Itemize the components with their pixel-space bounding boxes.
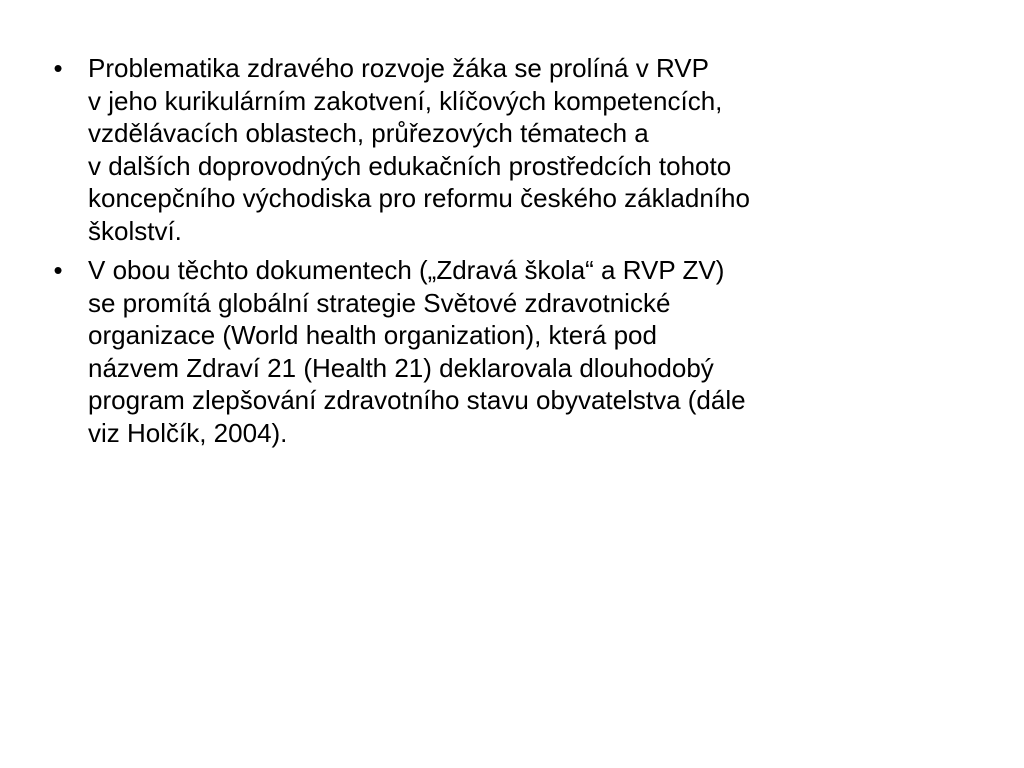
bullet-line: se promítá globální strategie Světové zdravotnické	[88, 287, 671, 318]
bullet-marker: •	[53, 255, 63, 285]
bullet-marker: •	[53, 53, 63, 83]
bullet-line: organizace (World health organization), která pod	[88, 320, 657, 350]
bullet-line: v jeho kurikulárním zakotvení, klíčových kompetencích,	[88, 85, 723, 116]
bullet-line: koncepčního východiska pro reformu českého základního	[88, 183, 750, 213]
bullet-line: viz Holčík, 2004).	[88, 417, 288, 448]
bullet-line: Problematika zdravého rozvoje žáka se prolíná v RVP	[88, 53, 709, 83]
bullet-line: v dalších doprovodných edukačních prostředcích tohoto	[88, 150, 732, 181]
bullet-list	[48, 52, 978, 456]
bullet-line: školství.	[88, 215, 182, 246]
bullet-line: vzdělávacích oblastech, průřezových tématech a	[88, 118, 649, 148]
bullet-line: program zlepšování zdravotního stavu obyvatelstva (dále	[88, 385, 746, 415]
bullet-item-2	[48, 254, 978, 449]
bullet-line: V obou těchto dokumentech („Zdravá škola“ a RVP ZV)	[88, 255, 725, 285]
bullet-item-1	[48, 52, 978, 247]
bullet-line: názvem Zdraví 21 (Health 21) deklarovala dlouhodobý	[88, 352, 714, 383]
